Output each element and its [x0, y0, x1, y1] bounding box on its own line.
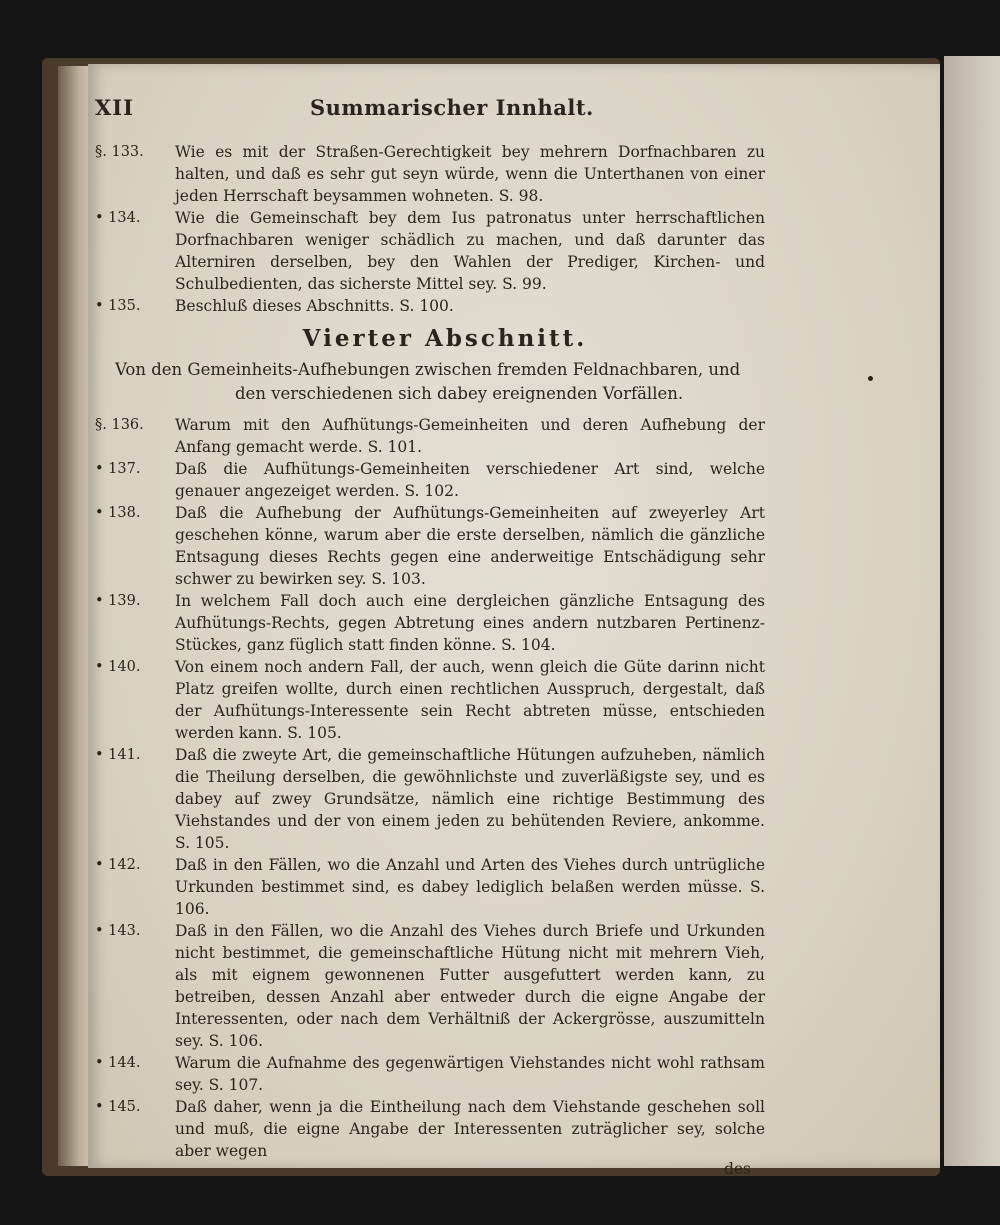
facing-page-edge — [944, 56, 1000, 1166]
toc-entry — [95, 458, 765, 502]
entry-text: Daß daher, wenn ja die Eintheilung nach dem Viehstande geschehen soll und muß, die eigne Angabe der Interessenten zuträglicher sey, solche aber wegen — [175, 1098, 765, 1160]
entry-text: Wie es mit der Straßen-Gerechtigkeit bey mehrern Dorfnachbaren zu halten, und daß es sehr gut seyn würde, wenn die Unterthanen von einer jeden Herrschaft beysammen wohneten. S. 98. — [175, 143, 765, 205]
entry-number: • 135. — [95, 298, 141, 314]
entry-text: Wie die Gemeinschaft bey dem Ius patronatus unter herrschaftlichen Dorfnachbaren weniger schädlich zu machen, und daß darunter das Alterniren derselben, bey den Wahlen der Prediger, Kirchen- und Schulbedienten, das sicherste Mittel sey. S. 99. — [175, 209, 765, 293]
page-content — [95, 95, 765, 1178]
entry-number: • 140. — [95, 659, 141, 675]
toc-entry — [95, 502, 765, 590]
entry-number: • 134. — [95, 210, 141, 226]
entry-text: In welchem Fall doch auch eine dergleichen gänzliche Entsagung des Aufhütungs-Rechts, gegen Abtretung eines andern nutzbaren Pertinenz-Stückes, ganz füglich statt finden könne. S. 104. — [175, 592, 765, 654]
entry-text: Daß die zweyte Art, die gemeinschaftliche Hütungen aufzuheben, nämlich die Theilung derselben, die gewöhnlichste und zuverläßigste sey, und es dabey auf zwey Grundsätze, nämlich eine richtige Bestimmung des Viehstandes und der von einem jeden zu behütenden Reviere, ankomme. S. 105. — [175, 746, 765, 852]
toc-entry — [95, 920, 765, 1052]
toc-entry — [95, 414, 765, 458]
entry-text: Daß in den Fällen, wo die Anzahl des Viehes durch Briefe und Urkunden nicht bestimmet, die gemeinschaftliche Hütung nicht mit mehrern Vieh, als mit eignem gewonnenen Futter ausgefuttert werden kann, zu betreiben, dessen Anzahl aber entweder durch die eigne Angabe der Interessenten, oder nach dem Verhältniß der Ackergrösse, auszumitteln sey. S. 106. — [175, 922, 765, 1050]
entry-number: • 138. — [95, 505, 141, 521]
entries-after-section — [95, 414, 765, 1162]
section-title: Vierter Abschnitt. — [302, 325, 588, 352]
running-title: Summarischer Innhalt. — [310, 95, 594, 120]
entries-before-section — [95, 141, 765, 317]
toc-entry — [95, 854, 765, 920]
catchword: des — [723, 1160, 751, 1178]
page-number: XII — [95, 95, 134, 120]
section-subtitle-line-1: Von den Gemeinheits-Aufhebungen zwischen fremden Feldnachbaren, und — [115, 360, 741, 379]
entry-number: • 142. — [95, 857, 141, 873]
entry-text: Daß die Aufhebung der Aufhütungs-Gemeinheiten auf zweyerley Art geschehen könne, warum aber die erste derselben, nämlich die gänzliche Entsagung dieses Rechts gegen eine anderweitige Entschädigung sehr schwer zu bewirken sey. S. 103. — [175, 504, 765, 588]
toc-entry — [95, 656, 765, 744]
entry-text: Von einem noch andern Fall, der auch, wenn gleich die Güte darinn nicht Platz greifen wollte, durch einen rechtlichen Ausspruch, dergestalt, daß der Aufhütungs-Interessente sein Recht abtreten müsse, entschieden werden kann. S. 105. — [175, 658, 765, 742]
entry-text: Warum mit den Aufhütungs-Gemeinheiten und deren Aufhebung der Anfang gemacht werde. S. 101. — [175, 416, 765, 456]
entry-number: • 144. — [95, 1055, 141, 1071]
entry-number: • 143. — [95, 923, 141, 939]
entry-number: §. 136. — [95, 417, 144, 433]
entry-number: • 145. — [95, 1099, 141, 1115]
toc-entry — [95, 207, 765, 295]
toc-entry — [95, 141, 765, 207]
entry-text: Daß die Aufhütungs-Gemeinheiten verschiedener Art sind, welche genauer angezeiget werden. S. 102. — [175, 460, 765, 500]
ink-spot — [868, 376, 873, 381]
entry-number: • 137. — [95, 461, 141, 477]
toc-entry — [95, 1052, 765, 1096]
page-stack-edge — [58, 66, 92, 1166]
entry-number: §. 133. — [95, 144, 144, 160]
entry-text: Daß in den Fällen, wo die Anzahl und Arten des Viehes durch untrügliche Urkunden bestimmet sind, es dabey lediglich belaßen werden müsse. S. 106. — [175, 856, 765, 918]
toc-entry — [95, 590, 765, 656]
entry-text: Beschluß dieses Abschnitts. S. 100. — [175, 297, 454, 315]
entry-number: • 141. — [95, 747, 141, 763]
toc-entry — [95, 744, 765, 854]
entry-text: Warum die Aufnahme des gegenwärtigen Viehstandes nicht wohl rathsam sey. S. 107. — [175, 1054, 765, 1094]
entry-number: • 139. — [95, 593, 141, 609]
section-subtitle-line-2: den verschiedenen sich dabey ereignenden Vorfällen. — [235, 384, 684, 403]
page-header — [95, 95, 765, 135]
toc-entry — [95, 295, 765, 317]
toc-entry — [95, 1096, 765, 1162]
section-subtitle — [115, 358, 765, 406]
